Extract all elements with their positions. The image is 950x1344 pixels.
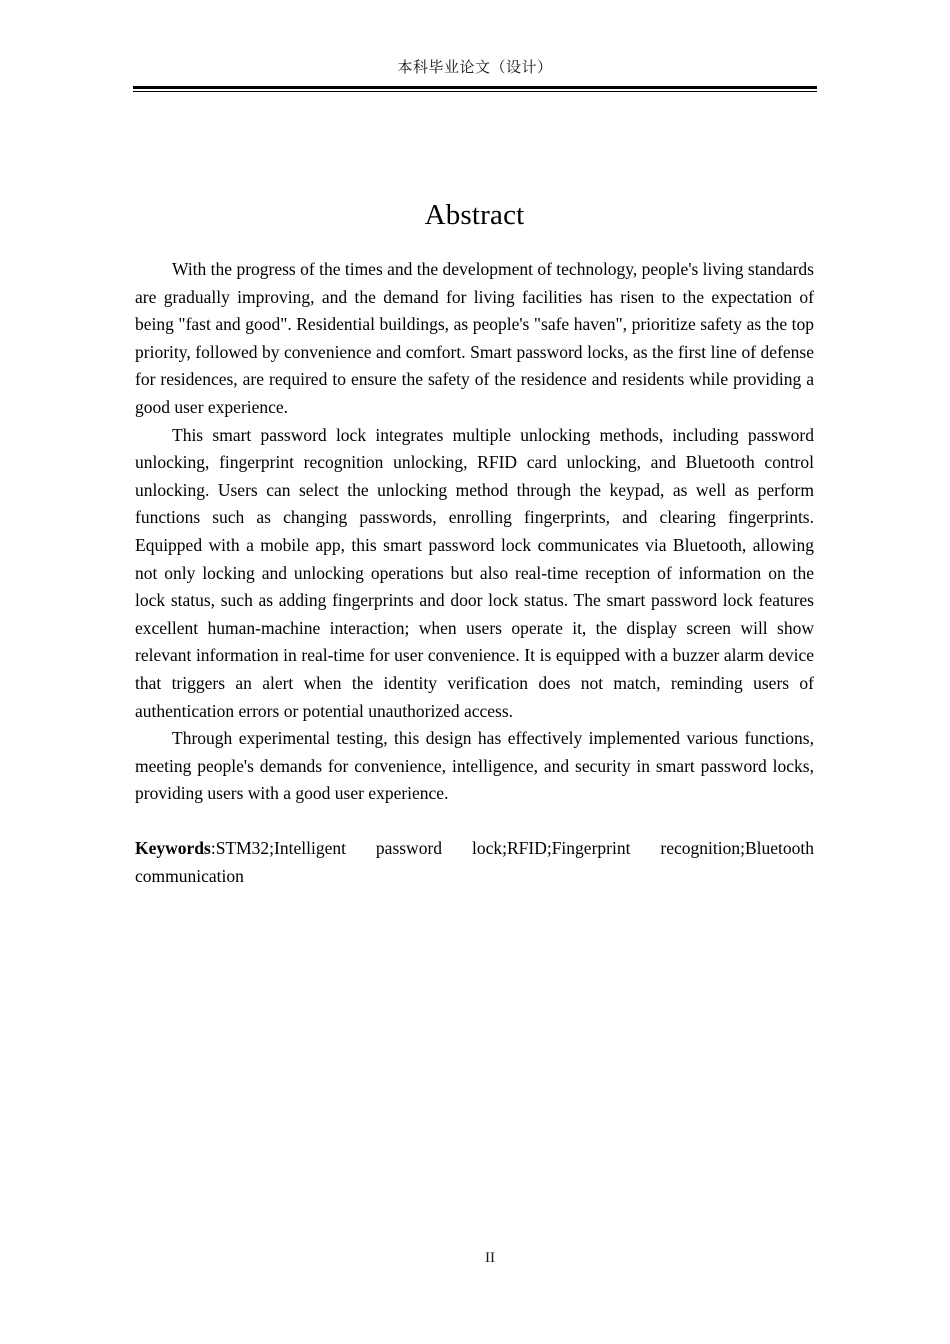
page-header xyxy=(133,58,817,78)
keywords-label: Keywords xyxy=(135,838,211,859)
running-header-title: 本科毕业论文（设计） xyxy=(397,60,553,76)
header-divider-rule xyxy=(133,86,817,92)
keywords-separator: : xyxy=(210,838,216,859)
abstract-paragraph: Through experimental testing, this design has effectively implemented various functions, meeting people's demands for convenience, intelligence, and security in smart password locks, providing users with a good user experience. xyxy=(135,728,814,804)
keywords-value: STM32;Intelligent password lock;RFID;Fingerprint recognition;Bluetooth communication xyxy=(135,838,814,887)
abstract-content xyxy=(135,196,814,908)
page-number: II xyxy=(485,1250,495,1266)
page-footer xyxy=(0,1248,950,1268)
header-rule-thin xyxy=(133,91,817,93)
page-title: Abstract xyxy=(424,199,525,231)
keywords-line xyxy=(135,835,814,890)
abstract-paragraph: With the progress of the times and the development of technology, people's living standards are gradually improving, and the demand for living facilities has risen to the expectation of being "fast and good". Residential buildings, as people's "safe haven", prioritize safety as the top priority, followed by convenience and comfort. Smart password locks, as the first line of defense for residences, are required to ensure the safety of the residence and residents while providing a good user experience. xyxy=(135,259,814,417)
abstract-paragraph: This smart password lock integrates multiple unlocking methods, including password unlocking, fingerprint recognition unlocking, RFID card unlocking, and Bluetooth control unlocking. Users can select the unlocking method through the keypad, as well as perform functions such as changing passwords, enrolling fingerprints, and clearing fingerprints. Equipped with a mobile app, this smart password lock communicates via Bluetooth, allowing not only locking and unlocking operations but also real-time reception of information on the lock status, such as adding fingerprints and door lock status. The smart password lock features excellent human-machine interaction; when users operate it, the display screen will show relevant information in real-time for user convenience. It is equipped with a buzzer alarm device that triggers an alert when the identity verification does not match, reminding users of authentication errors or potential unauthorized access. xyxy=(135,424,814,721)
